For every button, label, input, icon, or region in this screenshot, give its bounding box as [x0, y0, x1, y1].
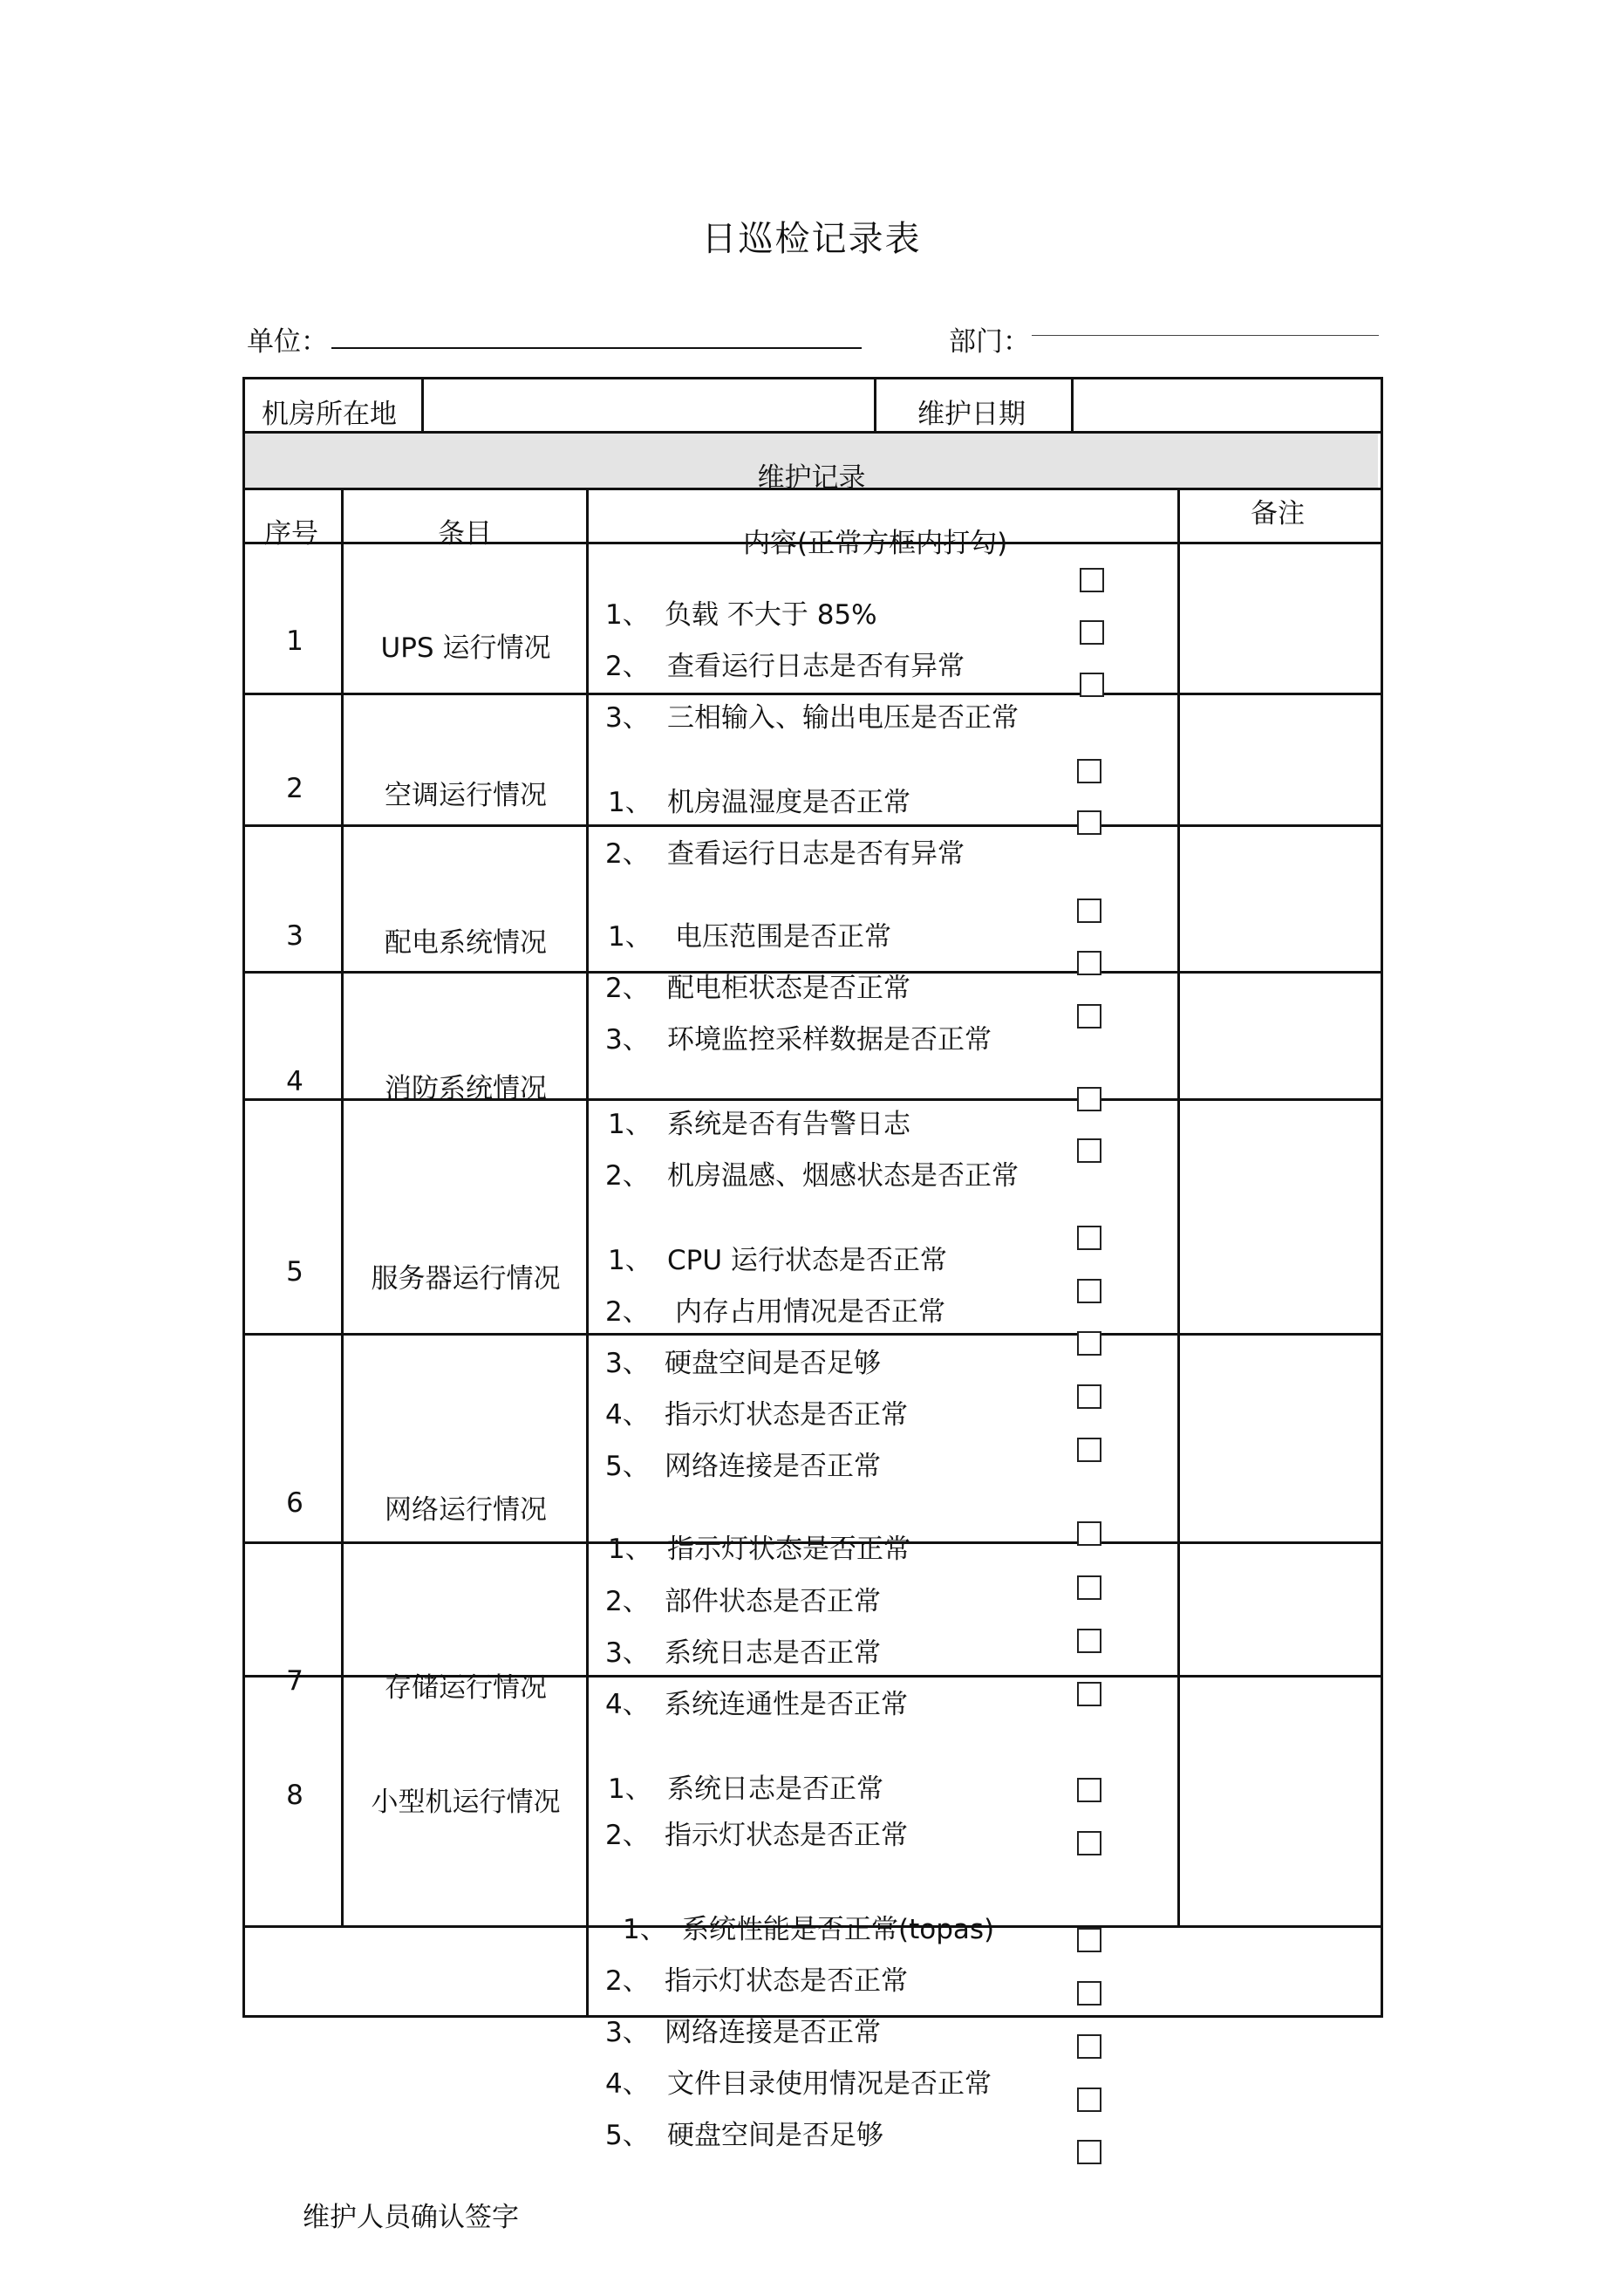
maintenance-date-field[interactable]	[1074, 380, 1375, 429]
check-item-number: 3、	[605, 702, 650, 734]
check-item-number: 4、	[605, 2068, 650, 2100]
check-item-number: 3、	[605, 2017, 650, 2048]
check-checkbox[interactable]	[1077, 1778, 1101, 1802]
check-checkbox[interactable]	[1077, 2088, 1101, 2112]
row-item: 空调运行情况	[385, 780, 547, 811]
check-checkbox[interactable]	[1077, 1331, 1101, 1356]
signature-label: 维护人员确认签字	[303, 2202, 519, 2233]
check-checkbox[interactable]	[1077, 1087, 1101, 1111]
unit-input-line[interactable]	[331, 347, 862, 349]
check-checkbox[interactable]	[1077, 1928, 1101, 1952]
check-item-text: 网络连接是否正常	[665, 1451, 881, 1482]
check-item-text: 内存占用情况是否正常	[675, 1296, 945, 1328]
col-header-content: 内容(正常方框内打勾)	[743, 528, 1008, 559]
check-item-text: 部件状态是否正常	[665, 1586, 881, 1617]
unit-label: 单位：	[247, 326, 328, 358]
maintenance-record-label: 维护记录	[757, 462, 866, 494]
check-item-number: 3、	[605, 1024, 650, 1056]
location-field[interactable]	[425, 380, 871, 429]
col-header-seq: 序号	[264, 518, 318, 550]
check-item-number: 4、	[605, 1689, 650, 1720]
row-item: 消防系统情况	[385, 1073, 547, 1104]
check-item-text: 指示灯状态是否正常	[665, 1399, 908, 1431]
check-checkbox[interactable]	[1077, 1384, 1101, 1409]
remark-cell[interactable]	[1181, 828, 1375, 968]
remark-cell[interactable]	[1181, 974, 1375, 1096]
row-item: 存储运行情况	[385, 1672, 547, 1704]
check-item-number: 1、	[608, 1109, 652, 1140]
check-item-text: 系统连通性是否正常	[665, 1689, 908, 1720]
row-seq: 4	[286, 1066, 303, 1097]
remark-cell[interactable]	[1181, 1545, 1375, 1672]
check-item-text: 硬盘空间是否足够	[665, 1348, 881, 1379]
check-checkbox[interactable]	[1077, 1438, 1101, 1462]
check-item-text: 指示灯状态是否正常	[667, 1534, 910, 1565]
row-seq: 2	[286, 773, 303, 804]
check-item-text: 机房温湿度是否正常	[667, 787, 910, 818]
check-item-text: 网络连接是否正常	[665, 2017, 881, 2048]
page-title: 日巡检记录表	[701, 219, 922, 259]
check-item-text: 查看运行日志是否有异常	[667, 651, 965, 682]
check-checkbox[interactable]	[1077, 1831, 1101, 1855]
department-input-line[interactable]	[1032, 335, 1379, 336]
check-item-text: 三相输入、输出电压是否正常	[667, 702, 1019, 734]
check-item-number: 3、	[605, 1348, 650, 1379]
check-item-text: 电压范围是否正常	[675, 921, 891, 953]
check-item-number: 2、	[605, 1820, 650, 1851]
check-item-number: 5、	[605, 1451, 650, 1482]
row-seq: 5	[286, 1256, 303, 1288]
col-header-item: 条目	[438, 518, 492, 550]
check-item-text: 文件目录使用情况是否正常	[667, 2068, 992, 2100]
check-item-text: 系统性能是否正常(topas)	[682, 1914, 995, 1945]
remark-cell[interactable]	[1181, 1102, 1375, 1330]
check-item-number: 1、	[608, 1534, 652, 1565]
location-label: 机房所在地	[262, 399, 397, 430]
check-checkbox[interactable]	[1077, 1682, 1101, 1706]
check-item-number: 1、	[608, 1773, 652, 1805]
check-item-number: 2、	[605, 1296, 650, 1328]
remark-cell[interactable]	[1181, 545, 1375, 690]
check-checkbox[interactable]	[1077, 2034, 1101, 2059]
check-item-text: 负载 不大于 85%	[665, 599, 877, 631]
row-item: 服务器运行情况	[371, 1263, 561, 1295]
check-item-number: 4、	[605, 1399, 650, 1431]
check-item-number: 2、	[605, 1160, 650, 1192]
check-checkbox[interactable]	[1077, 1521, 1101, 1546]
check-item-number: 3、	[605, 1637, 650, 1669]
row-item: 配电系统情况	[385, 927, 547, 959]
check-item-text: 硬盘空间是否足够	[667, 2120, 883, 2151]
check-checkbox[interactable]	[1077, 759, 1101, 783]
check-item-number: 2、	[605, 1586, 650, 1617]
check-item-text: 配电柜状态是否正常	[667, 973, 910, 1004]
col-header-remark: 备注	[1251, 498, 1305, 530]
check-item-number: 5、	[605, 2120, 650, 2151]
row-seq: 7	[286, 1665, 303, 1697]
check-item-text: 指示灯状态是否正常	[665, 1820, 908, 1851]
check-item-text: CPU 运行状态是否正常	[667, 1245, 947, 1276]
check-checkbox[interactable]	[1077, 1629, 1101, 1653]
remark-cell[interactable]	[1181, 1678, 1375, 1923]
check-checkbox[interactable]	[1077, 810, 1101, 835]
check-checkbox[interactable]	[1077, 1981, 1101, 2006]
row-item: 网络运行情况	[385, 1494, 547, 1526]
remark-cell[interactable]	[1181, 1336, 1375, 1539]
check-checkbox[interactable]	[1077, 1138, 1101, 1163]
row-seq: 1	[286, 625, 303, 657]
check-checkbox[interactable]	[1077, 1279, 1101, 1303]
check-checkbox[interactable]	[1077, 2140, 1101, 2164]
check-item-number: 2、	[605, 838, 650, 870]
check-checkbox[interactable]	[1077, 1226, 1101, 1250]
maintenance-date-label: 维护日期	[917, 399, 1026, 430]
check-item-number: 1、	[605, 599, 650, 631]
check-item-number: 2、	[605, 651, 650, 682]
check-item-text: 系统日志是否正常	[665, 1637, 881, 1669]
check-checkbox[interactable]	[1077, 1004, 1101, 1028]
row-item: UPS 运行情况	[380, 632, 551, 664]
check-checkbox[interactable]	[1077, 1575, 1101, 1600]
remark-cell[interactable]	[1181, 696, 1375, 822]
check-item-text: 机房温感、烟感状态是否正常	[667, 1160, 1019, 1192]
check-checkbox[interactable]	[1080, 673, 1104, 697]
department-label: 部门：	[949, 326, 1030, 358]
check-item-number: 2、	[605, 973, 650, 1004]
check-item-text: 指示灯状态是否正常	[665, 1965, 908, 1997]
check-item-number: 1、	[608, 1245, 652, 1276]
check-item-text: 系统日志是否正常	[667, 1773, 883, 1805]
row-seq: 3	[286, 920, 303, 952]
check-item-number: 1、	[623, 1914, 667, 1945]
check-item-text: 查看运行日志是否有异常	[667, 838, 965, 870]
row-seq: 6	[286, 1487, 303, 1519]
check-item-number: 2、	[605, 1965, 650, 1997]
check-checkbox[interactable]	[1077, 899, 1101, 923]
check-checkbox[interactable]	[1077, 951, 1101, 975]
check-item-number: 1、	[608, 921, 652, 953]
check-checkbox[interactable]	[1080, 568, 1104, 592]
row-item: 小型机运行情况	[371, 1787, 561, 1818]
check-item-text: 系统是否有告警日志	[667, 1109, 910, 1140]
check-item-text: 环境监控采样数据是否正常	[667, 1024, 992, 1056]
row-seq: 8	[286, 1780, 303, 1811]
check-checkbox[interactable]	[1080, 620, 1104, 645]
check-item-number: 1、	[608, 787, 652, 818]
